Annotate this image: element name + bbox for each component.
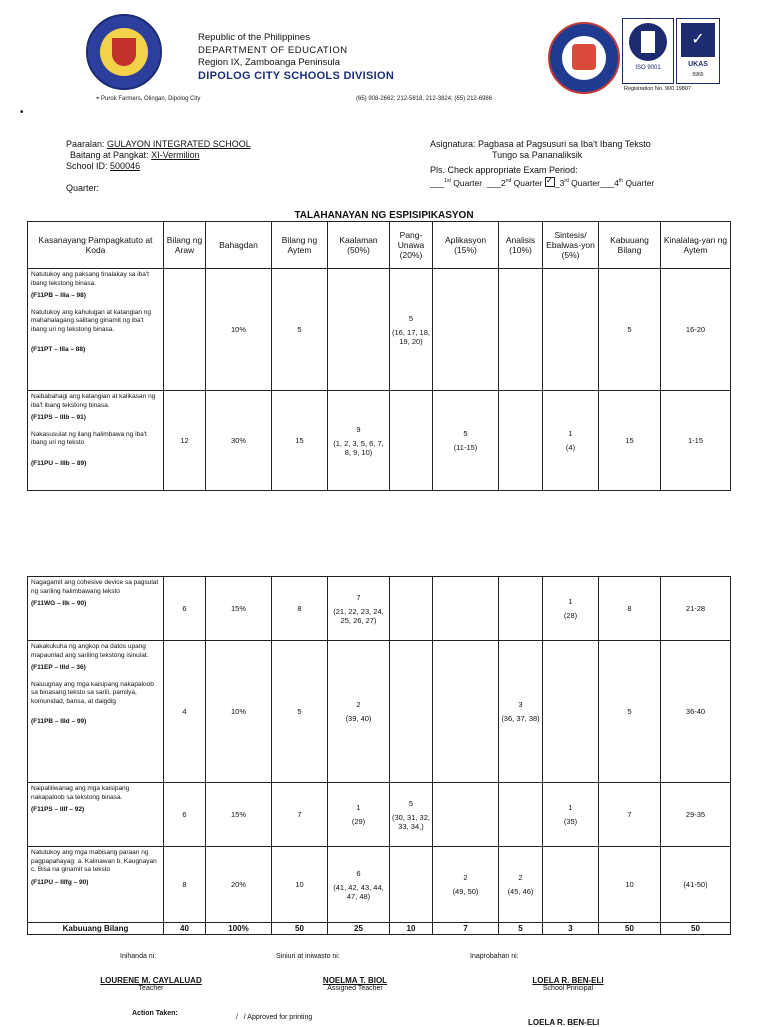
cell-pangunawa-value: 5 — [408, 798, 414, 808]
cell-kabuuan — [599, 847, 661, 923]
competency-code: (F11PS – IIIb – 91) — [31, 414, 86, 421]
cell-sintesis-items: (35) — [563, 817, 578, 826]
competency-cell — [28, 577, 164, 641]
header-kabuuan: Kabuuang Bilang — [599, 222, 661, 269]
table-header-row — [28, 222, 731, 269]
cell-pangunawa — [390, 391, 433, 491]
cell-analisis — [499, 641, 543, 783]
cell-bahagdan — [206, 391, 272, 491]
cell-bahagdan — [206, 783, 272, 847]
cell-aplikasyon — [433, 391, 499, 491]
cell-kinalalagyan-value: (41-50) — [683, 880, 708, 889]
competency-text: Nakakukuha ng angkop na datos upang mapaunlad ang sariling tekstong isinulat. — [31, 643, 149, 659]
table-row — [28, 641, 731, 783]
header-araw: Bilang ng Araw — [164, 222, 206, 269]
info-left — [66, 139, 251, 194]
emblem-icon — [572, 44, 596, 70]
cell-aplikasyon — [433, 847, 499, 923]
pin-icon: ⌖ — [96, 96, 102, 102]
cell-sintesis — [543, 269, 599, 391]
republic-line: Republic of the Philippines — [198, 32, 310, 43]
cell-kinalalagyan-value: 1-15 — [687, 436, 703, 445]
total-value: 50 — [599, 923, 661, 935]
cell-pangunawa — [390, 577, 433, 641]
bullet-mark: • — [20, 107, 24, 118]
competency-text: Naipaliliwanag ang mga kaisipang nakapaloob sa tekstong binasa. — [31, 785, 130, 801]
competency-cell — [28, 269, 164, 391]
table-row — [28, 269, 731, 391]
cell-sintesis-value: 1 — [568, 597, 573, 606]
cell-kaalaman-items: (29) — [351, 817, 366, 826]
cell-kaalaman — [328, 641, 390, 783]
cell-kinalalagyan — [661, 641, 731, 783]
division-name: DIPOLOG CITY SCHOOLS DIVISION — [198, 69, 395, 82]
total-value: 100% — [206, 923, 272, 935]
approved-label: Inaprobahan ni: — [470, 953, 519, 960]
cell-pangunawa — [390, 641, 433, 783]
cell-aytem — [272, 269, 328, 391]
exam-period-options: ___$^{1st}$ Quarter ___2nd Quarter ✓ _3rd Quarter___4th Quarter — [430, 176, 654, 189]
principal-signature — [522, 976, 614, 992]
cell-araw — [164, 641, 206, 783]
cell-pangunawa-items: (16, 17, 18, 19, 20) — [392, 327, 430, 346]
competency-text: Nagagamit ang cohesive device sa pagsulat ng sariling halimbawang teksto — [31, 579, 159, 595]
cell-aytem — [272, 641, 328, 783]
cell-aytem-value: 5 — [297, 325, 302, 334]
registration-number: Registration No. 900 19807 — [624, 86, 691, 92]
cell-aytem — [272, 783, 328, 847]
header-analisis: Analisis (10%) — [499, 222, 543, 269]
competency-text: Naibabahagi ang katangian at kalikasan ng iba't ibang tekstong binasa. — [31, 393, 156, 409]
cell-aplikasyon — [433, 783, 499, 847]
cell-araw-value: 6 — [182, 604, 187, 613]
cell-kaalaman-value: 7 — [356, 592, 361, 602]
cell-kabuuan — [599, 269, 661, 391]
competency-text: Natutukoy ang paksang tinalakay sa iba't ibang tekstong binasa. — [31, 271, 149, 287]
header-aplikasyon: Aplikasyon (15%) — [433, 222, 499, 269]
cell-kaalaman-items: (21, 22, 23, 24, 25, 26, 27) — [333, 606, 384, 625]
competency-cell — [28, 783, 164, 847]
cell-sintesis-items: (28) — [563, 611, 578, 620]
deped-seal-left — [86, 14, 162, 90]
competency-code: (F11PU – IIIfg – 90) — [31, 878, 89, 886]
cell-analisis-items: (36, 37, 38) — [501, 714, 540, 723]
cell-bahagdan-value: 10% — [230, 325, 246, 334]
cell-analisis — [499, 847, 543, 923]
cell-kabuuan — [599, 783, 661, 847]
cell-analisis — [499, 577, 543, 641]
cell-kinalalagyan — [661, 391, 731, 491]
teacher-signature — [96, 976, 206, 992]
ukas-badge — [676, 18, 720, 84]
total-label: Kabuuang Bilang — [28, 923, 164, 935]
specification-table-bottom — [27, 576, 731, 935]
region-line: Region IX, Zamboanga Peninsula — [198, 57, 341, 68]
cell-kabuuan — [599, 577, 661, 641]
cell-kinalalagyan — [661, 783, 731, 847]
cell-kinalalagyan-value: 16-20 — [685, 325, 706, 334]
competency-text: Nakasusulat ng ilang halimbawa ng iba't ibang uri ng teksto — [31, 430, 147, 446]
cell-aplikasyon-value: 2 — [463, 873, 468, 882]
specification-table-top — [27, 221, 731, 491]
subject-line1: Pagbasa at Pagsusuri sa Iba't Ibang Teksto — [478, 139, 651, 149]
total-value: 50 — [272, 923, 328, 935]
cell-kaalaman — [328, 269, 390, 391]
cell-kabuuan — [599, 391, 661, 491]
cell-aytem — [272, 847, 328, 923]
cell-araw — [164, 269, 206, 391]
shield-icon — [112, 38, 136, 66]
total-value: 7 — [433, 923, 499, 935]
cell-araw-value: 6 — [182, 810, 187, 819]
competency-code: (F11EP – IIId – 36) — [31, 664, 86, 671]
table-row — [28, 391, 731, 491]
header-text — [198, 32, 394, 82]
quarter-1-option[interactable]: Quarter — [453, 177, 483, 188]
grade-label: Baitang at Pangkat: — [70, 150, 149, 160]
header-kaalaman: Kaalaman (50%) — [328, 222, 390, 269]
competency-text: Natutukoy ang kahulugan at katangian ng mahahalagang salitang ginamit ng iba't ibang uri ng tekstong binasa. — [31, 308, 151, 333]
cell-analisis-value: 3 — [518, 700, 523, 709]
competency-cell — [28, 391, 164, 491]
competency-code: (F11PS – IIIf – 92) — [31, 806, 85, 813]
cell-kinalalagyan-value: 21-28 — [685, 604, 706, 613]
iso-text: ISO 9001 — [635, 65, 661, 71]
quarter-3-option[interactable]: Quarter — [571, 177, 600, 188]
assigned-teacher-name: NOELMA T. BIOL — [322, 976, 388, 985]
cell-kabuuan-value: 15 — [625, 436, 634, 445]
iso-mark — [641, 31, 655, 53]
cell-kinalalagyan — [661, 847, 731, 923]
teacher-name: LOURENE M. CAYLALUAD — [100, 976, 202, 985]
competency-code: (F11PU – IIIb – 89) — [31, 459, 87, 467]
cell-aplikasyon — [433, 269, 499, 391]
cell-sintesis — [543, 641, 599, 783]
cell-kaalaman-items: (1, 2, 3, 5, 6, 7, 8, 9, 10) — [333, 438, 384, 457]
cell-aplikasyon — [433, 641, 499, 783]
school-label: Paaralan: — [66, 139, 105, 149]
table-row — [28, 577, 731, 641]
total-row — [28, 923, 731, 935]
header-pangunawa: Pang-Unawa (20%) — [390, 222, 433, 269]
cell-bahagdan-value: 15% — [230, 810, 246, 819]
total-value: 5 — [499, 923, 543, 935]
competency-text: Natutukoy ang mga mabisang paraan ng pagpapahayag: a. Kalinawan b. Kaugnayan c. Bisa na ginamit sa teksto — [31, 849, 157, 873]
cell-kaalaman-value: 9 — [356, 424, 361, 434]
cell-kabuuan-value: 8 — [627, 604, 632, 613]
cell-pangunawa — [390, 847, 433, 923]
cell-pangunawa — [390, 269, 433, 391]
cell-aytem-value: 7 — [297, 810, 302, 819]
address-text: Purok Farmers, Olingan, Dipolog City — [101, 96, 201, 102]
cell-kaalaman-items: (39, 40) — [345, 714, 372, 723]
competency-code: (F11WG – IIk – 90) — [31, 600, 87, 607]
approved-printing-text: / Approved for printing — [243, 1014, 313, 1021]
table-title: TALAHANAYAN NG ESPISIPIKASYON — [294, 210, 474, 221]
competency-code: (F11PB – IIId – 99) — [31, 718, 87, 725]
cell-analisis-value: 2 — [518, 873, 523, 882]
competency-code: (F11PT – IIIa – 88) — [31, 346, 86, 353]
contact-text: (65) 908-2662; 212-5818, 212-3824; (65) 212-6986 — [356, 96, 493, 102]
grade-section: XI-Vermilion — [151, 150, 200, 160]
total-value: 40 — [164, 923, 206, 935]
cell-aplikasyon — [433, 577, 499, 641]
cell-kabuuan-value: 5 — [627, 325, 632, 334]
total-value: 25 — [328, 923, 390, 935]
prepared-label: Inihanda ni: — [120, 953, 157, 960]
cell-kaalaman — [328, 391, 390, 491]
header-bahagdan: Bahagdan — [206, 222, 272, 269]
cell-aytem-value: 8 — [297, 604, 302, 613]
cell-kinalalagyan-value: 36-40 — [685, 707, 706, 716]
cell-sintesis-value: 1 — [568, 803, 573, 812]
cell-aytem-value: 10 — [295, 880, 304, 889]
subject-line2: Tungo sa Pananaliksik — [492, 150, 583, 160]
cell-pangunawa-value: 5 — [408, 313, 414, 323]
bottom-principal-name: LOELA R. BEN-ELI — [528, 1018, 600, 1027]
cell-bahagdan-value: 20% — [230, 880, 246, 889]
assigned-teacher-role: Assigned Teacher — [327, 985, 383, 992]
cell-kabuuan — [599, 641, 661, 783]
cell-aytem-value: 15 — [295, 436, 304, 445]
cell-araw-value: 4 — [182, 707, 187, 716]
quarter-4-option[interactable]: Quarter — [625, 177, 655, 188]
crown-icon: ✓ — [681, 23, 715, 57]
department-line: DEPARTMENT OF EDUCATION — [198, 44, 348, 56]
school-name: GULAYON INTEGRATED SCHOOL — [107, 139, 251, 149]
iso-badge — [622, 18, 674, 84]
cell-analisis — [499, 783, 543, 847]
cell-kaalaman-items: (41, 42, 43, 44, 47, 48) — [333, 882, 384, 901]
cell-aplikasyon-items: (11-15) — [453, 443, 478, 452]
cell-araw — [164, 391, 206, 491]
competency-text: Naiuugnay ang mga kaisipang nakapaloob sa binasang teksto sa sarili, pamilya, komunidad, bansa, at daigdig — [31, 680, 154, 705]
header-aytem: Bilang ng Aytem — [272, 222, 328, 269]
approved-printing: / / Approved for printing — [236, 1014, 313, 1021]
cell-kaalaman-value: 2 — [356, 700, 361, 709]
school-id-label: School ID: — [66, 161, 108, 171]
cell-kabuuan-value: 10 — [625, 880, 634, 889]
school-id: 500046 — [110, 161, 141, 171]
table-row — [28, 783, 731, 847]
cell-aplikasyon-value: 5 — [463, 429, 468, 438]
total-value: 50 — [661, 923, 731, 935]
competency-code: (F11PB – IIIa – 98) — [31, 292, 86, 299]
cell-aytem — [272, 391, 328, 491]
cell-sintesis-items: (4) — [565, 443, 576, 452]
contact — [356, 96, 492, 102]
cell-bahagdan-value: 10% — [230, 707, 246, 716]
competency-cell — [28, 847, 164, 923]
cell-aytem — [272, 577, 328, 641]
cell-kaalaman-value: 6 — [356, 868, 361, 878]
cell-araw — [164, 577, 206, 641]
header-sintesis: Sintesis/ Ebalwas-yon (5%) — [543, 222, 599, 269]
cell-bahagdan-value: 30% — [230, 436, 246, 445]
cell-aytem-value: 5 — [297, 707, 302, 716]
cell-analisis — [499, 269, 543, 391]
principal-name: LOELA R. BEN-ELI — [532, 976, 604, 985]
cell-kinalalagyan — [661, 269, 731, 391]
ukas-text: UKAS — [688, 61, 708, 68]
cell-kaalaman — [328, 577, 390, 641]
action-taken-label: Action Taken: — [132, 1010, 178, 1017]
cell-bahagdan — [206, 577, 272, 641]
cell-bahagdan — [206, 641, 272, 783]
total-value: 3 — [543, 923, 599, 935]
cell-kaalaman-value: 1 — [356, 803, 361, 812]
cell-sintesis — [543, 391, 599, 491]
cell-analisis — [499, 391, 543, 491]
cell-sintesis — [543, 577, 599, 641]
cell-araw — [164, 847, 206, 923]
info-right — [430, 139, 654, 189]
cell-bahagdan-value: 15% — [230, 604, 246, 613]
cell-kinalalagyan — [661, 577, 731, 641]
cell-kabuuan-value: 5 — [627, 707, 632, 716]
table-row — [28, 847, 731, 923]
teacher-role: Teacher — [138, 985, 164, 992]
cell-aplikasyon-items: (49, 50) — [452, 887, 479, 896]
cell-araw-value: 8 — [182, 880, 187, 889]
total-value: 10 — [390, 923, 433, 935]
exam-period-label: Pls. Check appropriate Exam Period: — [430, 165, 578, 175]
cell-analisis-items: (45, 46) — [507, 887, 534, 896]
header-kinalalagyan: Kinalalag-yan ng Aytem — [661, 222, 731, 269]
cell-bahagdan — [206, 847, 272, 923]
cell-araw — [164, 783, 206, 847]
quarter-label: Quarter: — [66, 183, 100, 193]
checked-label: Siniuri at iniwasto ni: — [276, 953, 340, 960]
ukas-number: 5965 — [692, 72, 704, 78]
cell-sintesis — [543, 847, 599, 923]
quarter-2-option[interactable]: Quarter — [513, 177, 543, 188]
competency-cell — [28, 641, 164, 783]
cell-sintesis — [543, 783, 599, 847]
header-kasanayan: Kasanayang Pampagkatuto at Koda — [28, 222, 164, 269]
address — [96, 96, 200, 103]
cell-kinalalagyan-value: 29-35 — [685, 810, 706, 819]
cell-pangunawa-items: (30, 31, 32, 33, 34,) — [392, 812, 430, 831]
cell-kaalaman — [328, 783, 390, 847]
dipolog-division-seal — [548, 22, 620, 94]
subject-label: Asignatura: — [430, 139, 476, 149]
cell-sintesis-value: 1 — [568, 429, 573, 438]
checkbox-checked-icon[interactable] — [545, 177, 555, 187]
assigned-teacher-signature — [310, 976, 400, 992]
cell-araw-value: 12 — [180, 436, 189, 445]
cell-kaalaman — [328, 847, 390, 923]
iso-icon — [629, 23, 667, 61]
cell-kabuuan-value: 7 — [627, 810, 632, 819]
cell-bahagdan — [206, 269, 272, 391]
cell-pangunawa — [390, 783, 433, 847]
principal-role: School Principal — [542, 985, 594, 992]
